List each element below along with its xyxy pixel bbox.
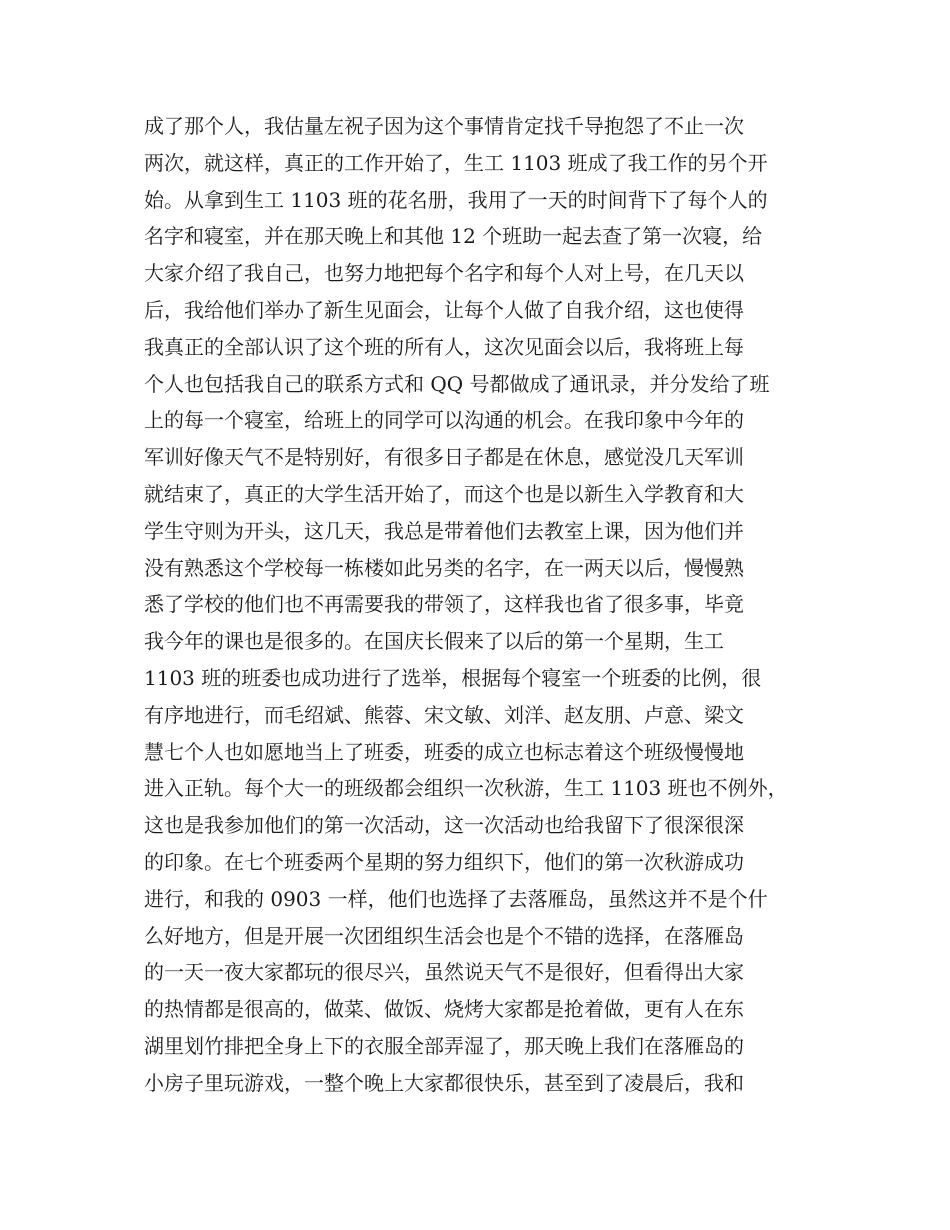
text-line-5: 大家介绍了我自己，也努力地把每个名字和每个人对上号，在几天以 [144,261,744,286]
text-line-3: 始。从拿到生工 1103 班的花名册，我用了一天的时间背下了每个人的 [144,187,768,212]
text-line-10: 军训好像天气不是特别好，有很多日子都是在休息，感觉没几天军训 [144,445,744,470]
text-line-19: 进入正轨。每个大一的班级都会组织一次秋游，生工 1103 班也不例外， [144,776,788,801]
text-line-21: 的印象。在七个班委两个星期的努力组织下，他们的第一次秋游成功 [144,849,744,874]
text-line-18: 慧七个人也如愿地当上了班委，班委的成立也标志着这个班级慢慢地 [144,739,744,764]
text-line-7: 我真正的全部认识了这个班的所有人，这次见面会以后，我将班上每 [144,334,744,359]
text-line-25: 的热情都是很高的，做菜、做饭、烧烤大家都是抢着做，更有人在东 [144,997,744,1022]
text-line-1: 成了那个人，我估量左祝子因为这个事情肯定找千导抱怨了不止一次 [144,114,744,138]
text-line-4: 名字和寝室，并在那天晚上和其他 12 个班助一起去查了第一次寝，给 [144,224,763,249]
body-text [144,108,824,1102]
text-line-9: 上的每一个寝室，给班上的同学可以沟通的机会。在我印象中今年的 [144,408,744,433]
text-line-8: 个人也包括我自己的联系方式和 QQ 号都做成了通讯录，并分发给了班 [144,371,770,396]
text-line-23: 么好地方，但是开展一次团组织生活会也是个不错的选择，在落雁岛 [144,923,744,948]
text-line-26: 湖里划竹排把全身上下的衣服全部弄湿了，那天晚上我们在落雁岛的 [144,1033,744,1058]
text-line-24: 的一天一夜大家都玩的很尽兴，虽然说天气不是很好，但看得出大家 [144,960,744,985]
text-line-20: 这也是我参加他们的第一次活动，这一次活动也给我留下了很深很深 [144,813,744,838]
text-line-17: 有序地进行，而毛绍斌、熊蓉、宋文敏、刘洋、赵友朋、卢意、梁文 [144,702,744,727]
text-line-27: 小房子里玩游戏，一整个晚上大家都很快乐，甚至到了凌晨后，我和 [144,1070,744,1095]
text-line-14: 悉了学校的他们也不再需要我的带领了，这样我也省了很多事，毕竟 [144,592,744,617]
text-line-2: 两次，就这样，真正的工作开始了，生工 1103 班成了我工作的另个开 [144,150,768,175]
text-line-6: 后，我给他们举办了新生见面会，让每个人做了自我介绍，这也使得 [144,297,744,322]
text-line-22: 进行，和我的 0903 一样，他们也选择了去落雁岛，虽然这并不是个什 [144,886,768,911]
text-line-15: 我今年的课也是很多的。在国庆长假来了以后的第一个星期，生工 [144,629,724,654]
text-line-12: 学生守则为开头，这几天，我总是带着他们去教室上课，因为他们并 [144,518,744,543]
text-line-16: 1103 班的班委也成功进行了选举，根据每个寝室一个班委的比例，很 [144,665,762,690]
text-line-11: 就结束了，真正的大学生活开始了，而这个也是以新生入学教育和大 [144,481,744,506]
text-line-13: 没有熟悉这个学校每一栋楼如此另类的名字，在一两天以后，慢慢熟 [144,555,744,580]
